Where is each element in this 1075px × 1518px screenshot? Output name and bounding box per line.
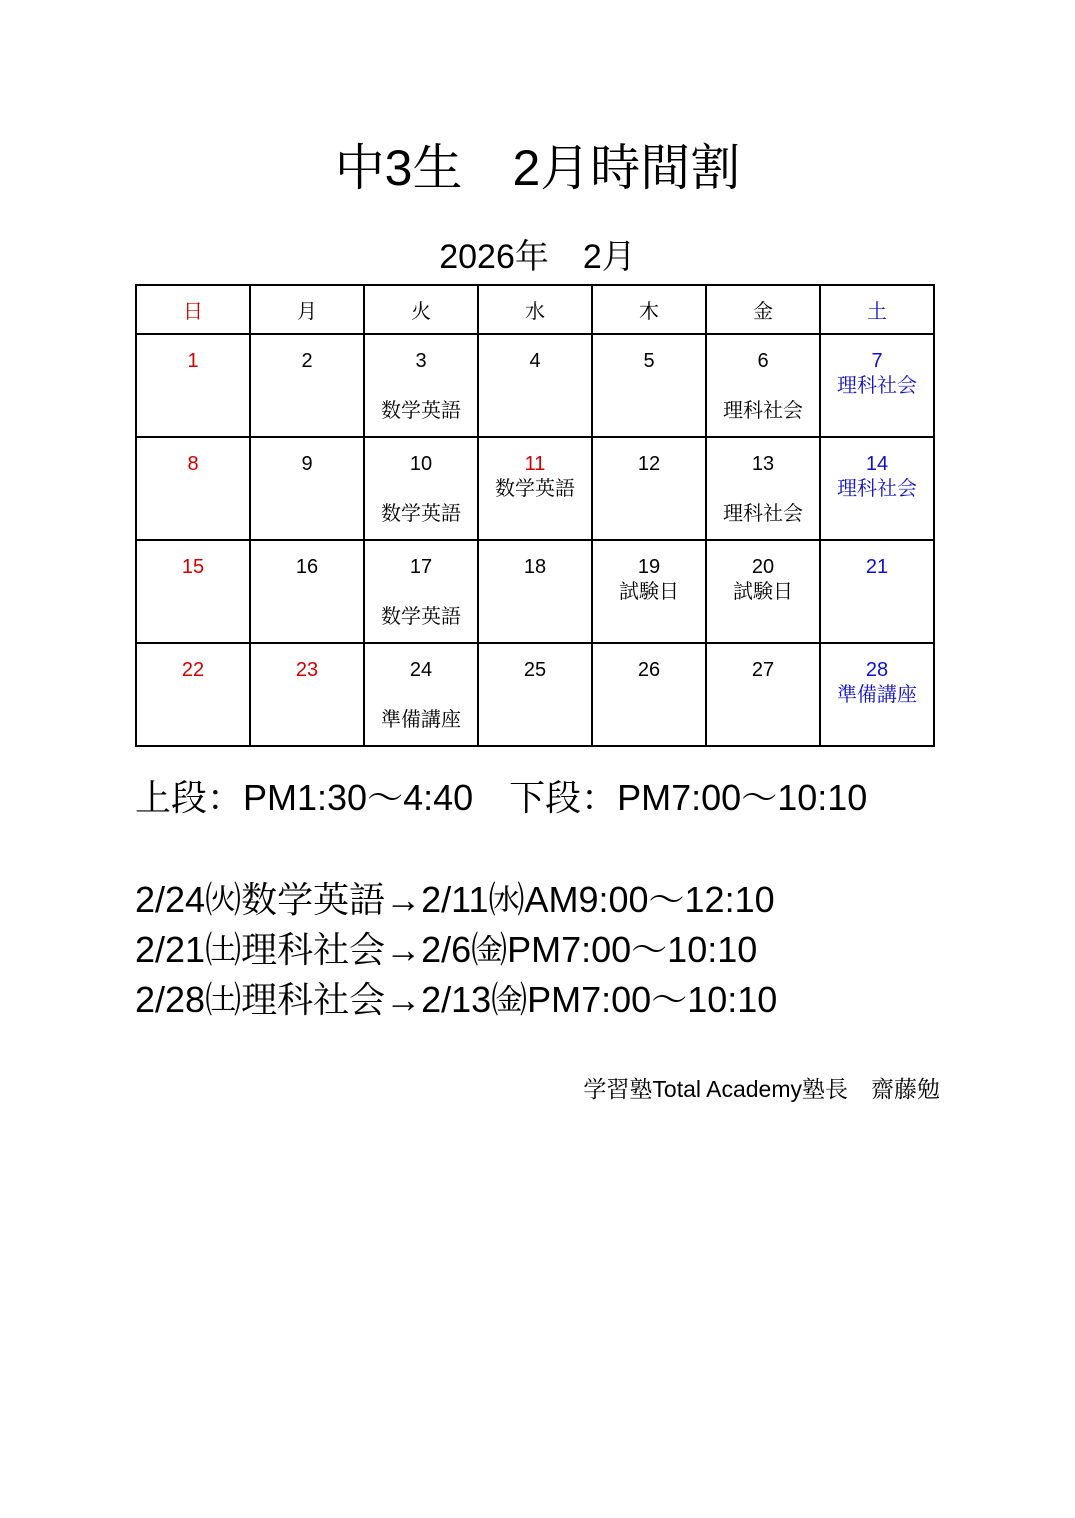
calendar-day-cell (136, 643, 250, 746)
weekday-header: 火 (364, 285, 478, 334)
calendar-day-cell (820, 643, 934, 746)
day-number: 2 (301, 350, 313, 372)
calendar-week-row (136, 334, 934, 437)
calendar-day-cell (364, 540, 478, 643)
calendar-day-cell (706, 643, 820, 746)
day-number: 27 (751, 659, 775, 681)
calendar-day-cell (136, 540, 250, 643)
calendar-week-row (136, 540, 934, 643)
calendar-day-cell (478, 334, 592, 437)
lower-session-label: 理科社会 (723, 400, 803, 422)
day-number: 18 (523, 556, 547, 578)
day-number: 13 (751, 453, 775, 475)
day-number: 12 (637, 453, 661, 475)
day-number: 15 (181, 556, 205, 578)
day-number: 8 (187, 453, 199, 475)
weekday-header: 金 (706, 285, 820, 334)
calendar-table (135, 284, 935, 747)
day-number: 24 (409, 659, 433, 681)
day-number: 11 (524, 453, 546, 475)
weekday-header-row (136, 285, 934, 334)
calendar-day-cell (478, 540, 592, 643)
upper-session-label: 準備講座 (837, 684, 917, 706)
day-number: 28 (865, 659, 889, 681)
day-number: 6 (757, 350, 769, 372)
calendar-day-cell (820, 540, 934, 643)
lower-session-label: 数学英語 (381, 400, 461, 422)
calendar-day-cell (250, 334, 364, 437)
weekday-header: 木 (592, 285, 706, 334)
upper-session-label: 試験日 (733, 581, 793, 603)
weekday-header: 水 (478, 285, 592, 334)
schedule-change-line: 2/24㈫数学英語→2/11㈬AM9:00～12:10 (135, 879, 775, 920)
upper-session-label: 理科社会 (837, 375, 917, 397)
lower-session-label: 理科社会 (723, 503, 803, 525)
day-number: 20 (751, 556, 775, 578)
day-number: 17 (409, 556, 433, 578)
calendar-day-cell (592, 643, 706, 746)
calendar-day-cell (706, 334, 820, 437)
day-number: 23 (295, 659, 319, 681)
day-number: 14 (865, 453, 889, 475)
calendar-day-cell (592, 540, 706, 643)
day-number: 21 (865, 556, 889, 578)
calendar-day-cell (820, 334, 934, 437)
day-number: 4 (529, 350, 541, 372)
calendar-day-cell (250, 643, 364, 746)
day-number: 5 (643, 350, 655, 372)
day-number: 9 (301, 453, 313, 475)
day-number: 10 (409, 453, 433, 475)
page-title: 中3生 2月時間割 (334, 140, 741, 196)
day-number: 1 (187, 350, 199, 372)
day-number: 25 (523, 659, 547, 681)
calendar-week-row (136, 437, 934, 540)
signature: 学習塾Total Academy塾長 齋藤勉 (583, 1076, 940, 1102)
day-number: 19 (637, 556, 661, 578)
lower-session-label: 準備講座 (381, 709, 461, 731)
calendar-day-cell (250, 437, 364, 540)
calendar-day-cell (592, 334, 706, 437)
calendar-day-cell (478, 437, 592, 540)
schedule-change-line: 2/21㈯理科社会→2/6㈮PM7:00～10:10 (135, 929, 758, 970)
upper-session-label: 数学英語 (495, 478, 575, 500)
upper-session-label: 理科社会 (837, 478, 917, 500)
upper-session-label: 試験日 (619, 581, 679, 603)
lower-session-label: 数学英語 (381, 503, 461, 525)
day-number: 7 (871, 350, 883, 372)
day-number: 16 (295, 556, 319, 578)
lower-session-label: 数学英語 (381, 606, 461, 628)
calendar-week-row (136, 643, 934, 746)
weekday-header: 月 (250, 285, 364, 334)
session-times: 上段：PM1:30～4:40 下段：PM7:00～10:10 (135, 777, 868, 818)
calendar-day-cell (136, 437, 250, 540)
day-number: 22 (181, 659, 205, 681)
calendar-day-cell (592, 437, 706, 540)
calendar-day-cell (706, 437, 820, 540)
schedule-change-line: 2/28㈯理科社会→2/13㈮PM7:00～10:10 (135, 979, 778, 1020)
calendar-day-cell (250, 540, 364, 643)
calendar-day-cell (136, 334, 250, 437)
calendar-day-cell (820, 437, 934, 540)
calendar-day-cell (364, 334, 478, 437)
calendar-day-cell (706, 540, 820, 643)
day-number: 26 (637, 659, 661, 681)
calendar-day-cell (478, 643, 592, 746)
month-label: 2026年 2月 (439, 238, 636, 276)
calendar-day-cell (364, 437, 478, 540)
weekday-header: 土 (820, 285, 934, 334)
calendar-day-cell (364, 643, 478, 746)
schedule-changes (135, 875, 777, 1025)
weekday-header: 日 (136, 285, 250, 334)
day-number: 3 (415, 350, 427, 372)
